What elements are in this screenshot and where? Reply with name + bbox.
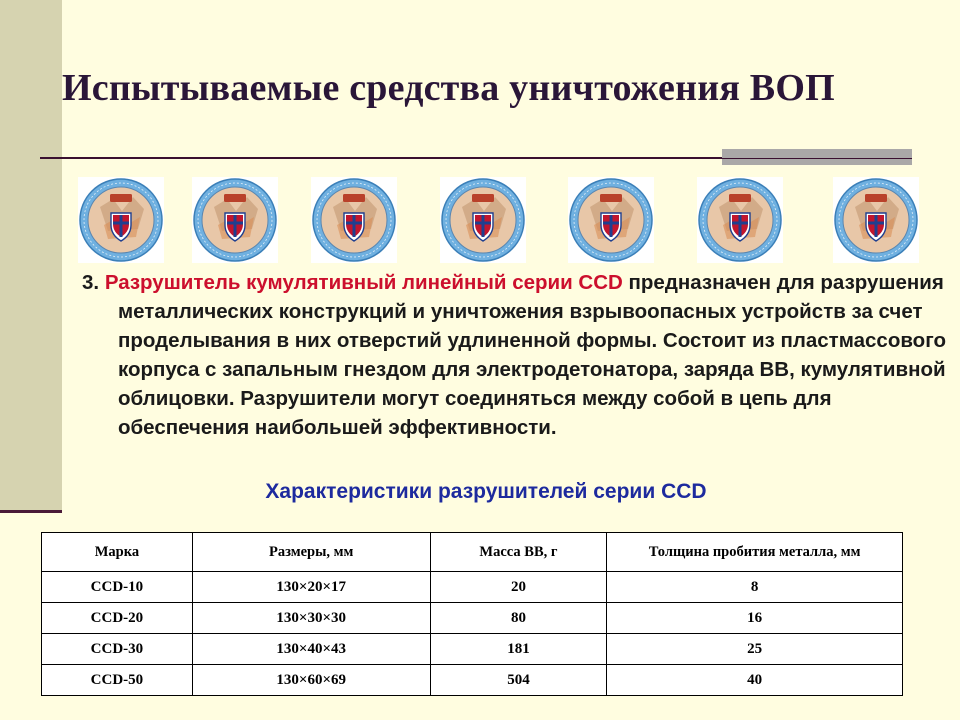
table-row: [42, 572, 903, 603]
specs-table: [41, 532, 903, 696]
header-dimensions: Размеры, мм: [192, 533, 430, 572]
paragraph-text: предназначен для разрушения металлических конструкций и уничтожения взрывоопасных устройств за счет проделывания в них отверстий удлиненной формы. Состоит из пластмассового корпуса с запальным гнездом для электродетонатора, заряда ВВ, кумулятивной облицовки. Разрушители могут соединяться между собой в цепь для обеспечения наибольшей эффективности.: [118, 271, 946, 439]
title-accent-bar: [722, 149, 912, 158]
emblem-seal-icon: [833, 177, 919, 263]
cell-brand: CCD-10: [42, 572, 193, 603]
header-thickness: Толщина пробития металла, мм: [607, 533, 903, 572]
page-title: Испытываемые средства уничтожения ВОП: [62, 67, 835, 109]
device-name-highlight: Разрушитель кумулятивный линейный серии CCD: [104, 271, 623, 294]
header-mass: Масса ВВ, г: [430, 533, 607, 572]
emblem-seal-icon: [311, 177, 397, 263]
cell-dimensions: 130×60×69: [192, 665, 430, 696]
paragraph-number: 3.: [82, 271, 100, 294]
table-row: [42, 603, 903, 634]
emblem-seal-icon: [78, 177, 164, 263]
cell-mass: 181: [430, 634, 607, 665]
cell-brand: CCD-30: [42, 634, 193, 665]
header-brand: Марка: [42, 533, 193, 572]
cell-mass: 80: [430, 603, 607, 634]
cell-brand: CCD-20: [42, 603, 193, 634]
cell-mass: 20: [430, 572, 607, 603]
cell-dimensions: 130×20×17: [192, 572, 430, 603]
table-header-row: [42, 533, 903, 572]
side-band-rule: [0, 510, 62, 513]
cell-brand: CCD-50: [42, 665, 193, 696]
cell-dimensions: 130×30×30: [192, 603, 430, 634]
cell-dimensions: 130×40×43: [192, 634, 430, 665]
emblem-seal-icon: [568, 177, 654, 263]
table-caption: Характеристики разрушителей серии CCD: [265, 480, 707, 503]
emblem-seal-icon: [192, 177, 278, 263]
emblem-seal-icon: [440, 177, 526, 263]
cell-thickness: 16: [607, 603, 903, 634]
title-accent-bar-lower: [722, 159, 912, 165]
emblem-seal-icon: [697, 177, 783, 263]
cell-thickness: 25: [607, 634, 903, 665]
cell-thickness: 40: [607, 665, 903, 696]
cell-mass: 504: [430, 665, 607, 696]
cell-thickness: 8: [607, 572, 903, 603]
table-row: [42, 634, 903, 665]
emblem-row: [0, 177, 960, 263]
description-paragraph: [82, 268, 960, 442]
table-row: [42, 665, 903, 696]
